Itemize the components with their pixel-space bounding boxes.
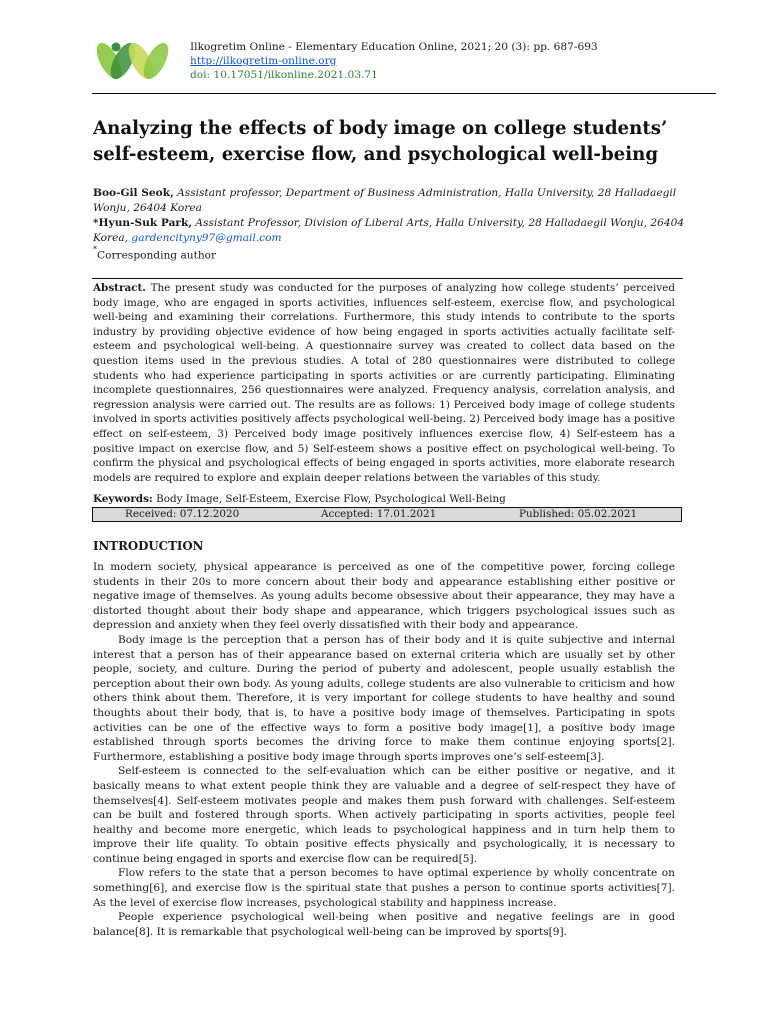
received-date: Received: 07.12.2020	[125, 508, 240, 520]
author-1-name: Boo-Gil Seok,	[93, 187, 174, 199]
keywords-text: Body Image, Self-Esteem, Exercise Flow, Psychological Well-Being	[156, 493, 506, 505]
paper-title: Analyzing the effects of body image on college students’ self-esteem, exercise flow, and psychological well-being	[93, 118, 668, 165]
abstract-text: The present study was conducted for the purposes of analyzing how college students’ perceived body image, who are engaged in sports activities, influences self-esteem, exercise flow, and psychological well-being and examining their correlations. Furthermore, this study intends to contribute to the sports industry by providing objective evidence of how being engaged in sports activities actually facilitate self-esteem and psychological well-being. A questionnaire survey was created to collect data based on the question items used in the previous studies. A total of 280 questionnaires were distributed to college students who had experience participating in sports activities or are currently participating. Eliminating incomplete questionnaires, 256 questionnaires were analyzed. Frequency analysis, correlation analysis, and regression analysis were carried out. The results are as follows: 1) Perceived body image of college students involved in sports activities positively affects psychological well-being. 2) Perceived body image has a positive effect on self-esteem, 3) Perceived body image positively influences exercise flow, 4) Self-esteem has a positive impact on exercise flow, and 5) Self-esteem shows a positive effect on psychological well-being. To confirm the physical and psychological effects of being engaged in sports activities, more elaborate research models are required to explore and explain deeper relations between the variables of this study.	[93, 282, 675, 484]
keywords-label: Keywords:	[93, 493, 153, 505]
corresponding-mark: *	[93, 245, 97, 254]
journal-info	[190, 40, 598, 82]
section-heading-introduction: INTRODUCTION	[93, 539, 204, 553]
abstract	[93, 281, 675, 485]
author-1	[93, 186, 685, 216]
author-2	[93, 216, 685, 246]
introduction-body	[93, 560, 675, 939]
journal-url-link[interactable]: http://ilkogretim-online.org	[190, 55, 337, 67]
author-email-link[interactable]: gardencityny97@gmail.com	[131, 232, 282, 244]
intro-paragraph-5: People experience psychological well-being when positive and negative feelings are in good balance[8]. It is remarkable that psychological well-being can be improved by sports[9].	[93, 911, 675, 938]
intro-paragraph-3: Self-esteem is connected to the self-evaluation which can be either positive or negative, and it basically means to what extent people think they are valuable and a degree of self-respect they have of themselves[4]. Self-esteem motivates people and makes them push forward with challenges. Self-esteem can be built and fostered through sports. When actively participating in sports activities, people feel healthy and become more energetic, which leads to psychological happiness and in turn help them to improve their life quality. To obtain positive effects physically and psychologically, it is necessary to continue being engaged in sports and exercise flow can be required[5].	[93, 765, 675, 865]
doi-text: doi: 10.17051/ilkonline.2021.03.71	[190, 69, 378, 81]
accepted-date: Accepted: 17.01.2021	[321, 508, 437, 520]
abstract-top-rule	[92, 278, 683, 279]
intro-paragraph-2: Body image is the perception that a person has of their body and it is quite subjective and internal interest that a person has of their appearance based on external criteria which are usually set by other people, society, and culture. During the period of puberty and adolescent, people usually establish the perception about their own body. As young adults, college students are also vulnerable to criticism and how others think about them. Therefore, it is very important for college students to have healthy and sound thoughts about their body, that is, to have a positive body image of themselves. Participating in spots activities can be one of the effective ways to form a positive body image[1], a positive body image established through sports becomes the driving force to make them continue enjoying sports[2]. Furthermore, establishing a positive body image through sports improves one’s self-esteem[3].	[93, 633, 675, 763]
intro-paragraph-1: In modern society, physical appearance is perceived as one of the competitive power, forcing college students in their 20s to more concern about their body and appearance establishing either positive or negative image of themselves. As young adults become obsessive about their appearance, they may have a distorted thought about their body shape and appearance, which triggers psychological issues such as depression and anxiety when they feel overly dissatisfied with their body and appearance.	[93, 561, 675, 632]
keywords	[93, 492, 675, 506]
author-2-name: *Hyun-Suk Park,	[93, 217, 193, 229]
abstract-label: Abstract.	[93, 282, 146, 294]
header-rule	[92, 93, 716, 94]
intro-paragraph-4: Flow refers to the state that a person becomes to have optimal experience by wholly concentrate on something[6], and exercise flow is the spiritual state that pushes a person to continue sports activities[7]. As the level of exercise flow increases, psychological stability and happiness increase.	[93, 867, 675, 909]
corresponding-text: Corresponding author	[97, 249, 217, 262]
journal-citation: Ilkogretim Online - Elementary Education Online, 2021; 20 (3): pp. 687-693	[190, 41, 598, 53]
dates-bar	[92, 507, 682, 522]
author-block	[93, 186, 685, 246]
published-date: Published: 05.02.2021	[519, 508, 638, 520]
corresponding-note	[93, 244, 216, 264]
journal-logo-icon	[92, 38, 174, 84]
author-1-affiliation: Assistant professor, Department of Business Administration, Halla University, 28 Halladaegil Wonju, 26404 Korea	[93, 187, 677, 214]
author-2-affiliation: Assistant Professor, Division of Liberal Arts, Halla University, 28 Halladaegil Wonju, 26404 Korea,	[93, 217, 685, 244]
